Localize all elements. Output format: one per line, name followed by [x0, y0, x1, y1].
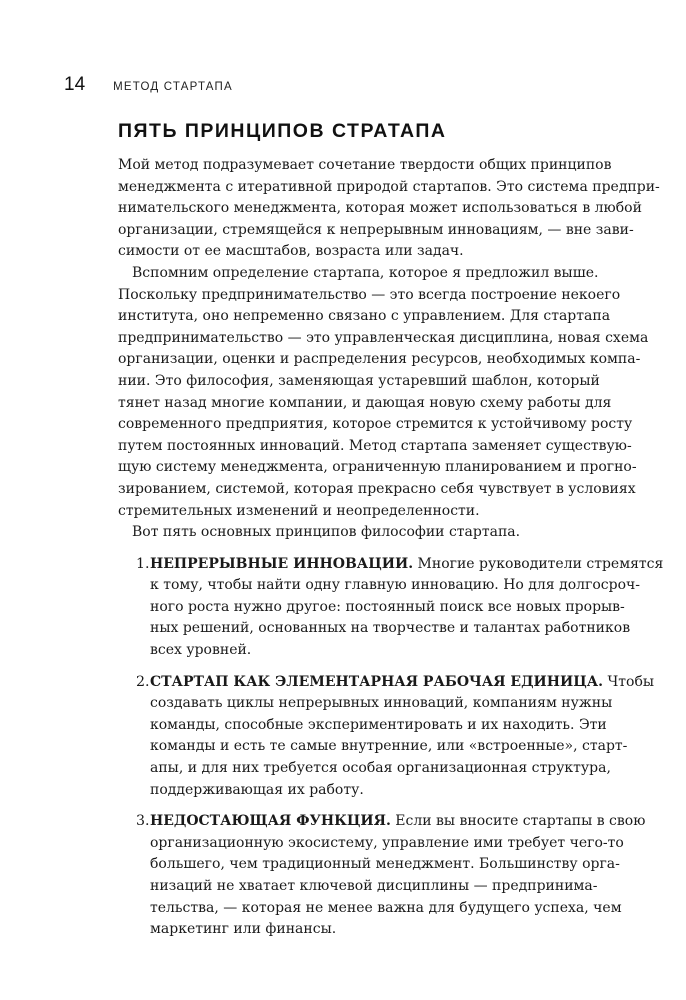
- text-line: апы, и для них требуется особая организационная структура,: [150, 760, 611, 777]
- text-line: маркетинг или финансы.: [150, 921, 337, 938]
- section-title: ПЯТЬ ПРИНЦИПОВ СТРАТАПА: [118, 120, 447, 142]
- text-line: стремительных изменений и неопределенности.: [118, 502, 480, 519]
- body-text: [118, 155, 664, 951]
- list-item-lead: НЕПРЕРЫВНЫЕ ИННОВАЦИИ.: [150, 555, 414, 572]
- list-item: [118, 672, 655, 802]
- text-line: щую систему менеджмента, ограниченную планированием и прогно-: [118, 459, 637, 476]
- list-item: [118, 811, 646, 941]
- page-number: 14: [64, 74, 86, 95]
- text-line: современного предприятия, которое стремится к устойчивому росту: [118, 416, 633, 433]
- text-line: создавать циклы непрерывных инноваций, компаниям нужны: [150, 695, 613, 712]
- list-item: [118, 554, 664, 662]
- text-line: нии. Это философия, заменяющая устаревший шаблон, который: [118, 372, 600, 389]
- text-line: тянет назад многие компании, и дающая новую схему работы для: [118, 394, 612, 411]
- running-title: МЕТОД СТАРТАПА: [113, 81, 233, 93]
- text-fragment: Многие руководители стремятся: [413, 555, 664, 572]
- text-line: путем постоянных инноваций. Метод стартапа заменяет существую-: [118, 437, 632, 454]
- text-line: тельства, — которая не менее важна для будущего успеха, чем: [150, 899, 622, 916]
- text-line: симости от ее масштабов, возраста или задач.: [118, 243, 464, 260]
- text-line: организации, оценки и распределения ресурсов, необходимых компа-: [118, 351, 641, 368]
- list-item-lead: СТАРТАП КАК ЭЛЕМЕНТАРНАЯ РАБОЧАЯ ЕДИНИЦА.: [150, 673, 604, 690]
- text-line: предпринимательство — это управленческая дисциплина, новая схема: [118, 329, 649, 346]
- text-line: нимательского менеджмента, которая может использоваться в любой: [118, 200, 642, 217]
- text-line: Вот пять основных принципов философии стартапа.: [132, 524, 521, 541]
- text-line: поддерживающая их работу.: [150, 781, 364, 798]
- text-line: зированием, системой, которая прекрасно себя чувствует в условиях: [118, 480, 636, 497]
- text-line: всех уровней.: [150, 642, 252, 659]
- text-line: организационную экосистему, управление ими требует чего-то: [150, 834, 624, 851]
- text-line: команды и есть те самые внутренние, или «встроенные», старт-: [150, 738, 628, 755]
- text-line: большего, чем традиционный менеджмент. Большинству орга-: [150, 856, 620, 873]
- text-fragment: Если вы вносите стартапы в свою: [390, 813, 646, 830]
- text-line: Вспомним определение стартапа, которое я предложил выше.: [132, 264, 599, 281]
- page-header: [64, 74, 233, 96]
- text-line: к тому, чтобы найти одну главную инновацию. Но для долгосроч-: [150, 577, 640, 594]
- text-line: Поскольку предпринимательство — это всегда построение некоего: [118, 286, 621, 303]
- list-number: 3.: [136, 813, 150, 830]
- text-line: Мой метод подразумевает сочетание твердости общих принципов: [118, 157, 612, 173]
- text-line: организации, стремящейся к непрерывным инновациям, — вне зави-: [118, 221, 634, 238]
- text-line: института, оно непременно связано с управлением. Для стартапа: [118, 308, 611, 325]
- paragraph-2: [118, 263, 649, 522]
- text-line: ного роста нужно другое: постоянный поиск все новых прорыв-: [150, 598, 625, 615]
- principles-list: [118, 554, 664, 941]
- text-line: менеджмента с итеративной природой стартапов. Это система предпри-: [118, 178, 660, 195]
- text-fragment: Чтобы: [603, 673, 655, 690]
- text-line: низаций не хватает ключевой дисциплины — предпринима-: [150, 878, 598, 894]
- list-number: 2.: [136, 673, 150, 690]
- text-line: команды, способные экспериментировать и их находить. Эти: [150, 716, 607, 733]
- list-number: 1.: [136, 555, 150, 572]
- paragraph-1: [118, 155, 660, 263]
- list-item-lead: НЕДОСТАЮЩАЯ ФУНКЦИЯ.: [150, 813, 391, 830]
- text-line: ных решений, основанных на творчестве и талантах работников: [150, 620, 631, 637]
- paragraph-3: [118, 522, 596, 544]
